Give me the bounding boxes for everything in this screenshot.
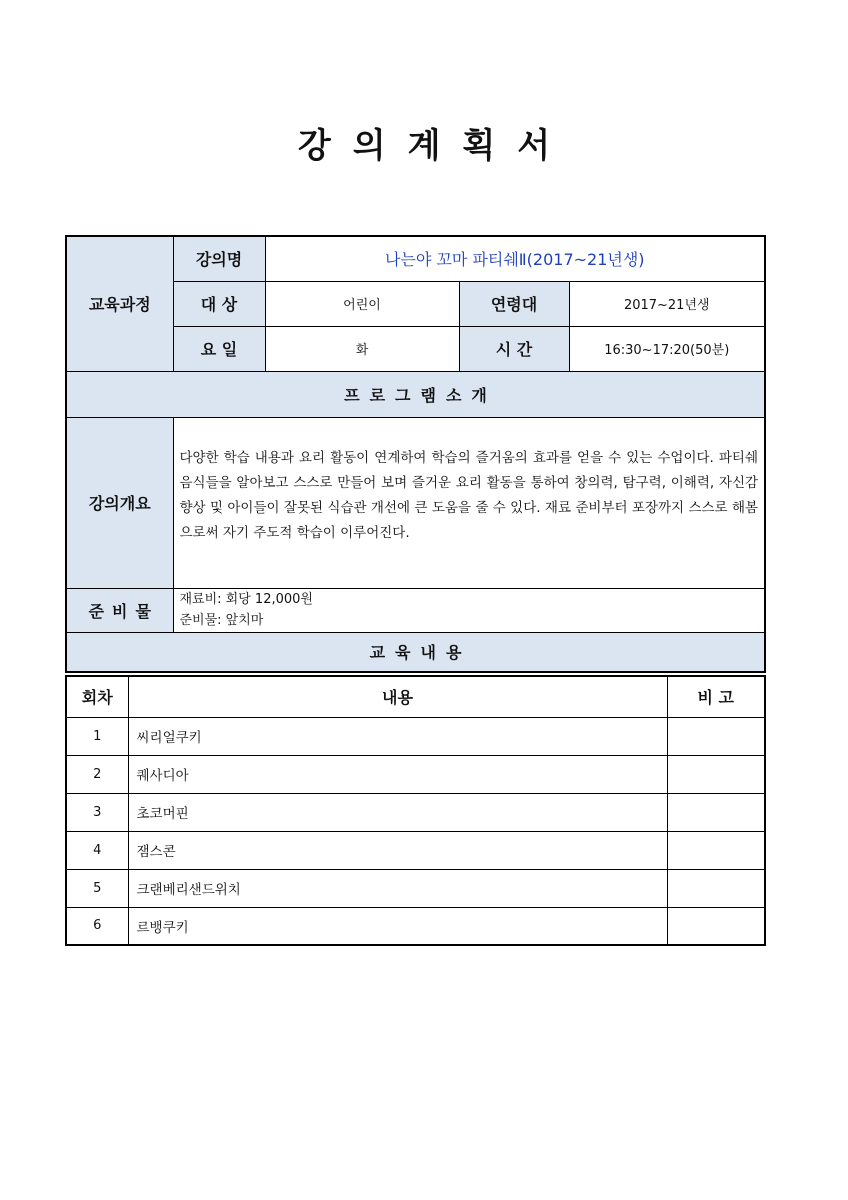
session-content: 크랜베리샌드위치 (128, 869, 667, 907)
note-column-header: 비 고 (667, 676, 765, 717)
day-label: 요 일 (173, 326, 265, 371)
session-note (667, 755, 765, 793)
session-column-header: 회차 (66, 676, 128, 717)
session-content: 초코머핀 (128, 793, 667, 831)
curriculum-header: 교육내용 (66, 632, 765, 672)
course-info-table (65, 235, 766, 673)
session-number: 4 (66, 831, 128, 869)
target-value: 어린이 (265, 281, 459, 326)
table-row (66, 717, 765, 755)
time-label: 시 간 (459, 326, 569, 371)
document-title: 강의계획서 (297, 126, 573, 166)
time-value: 16:30~17:20(50분) (569, 326, 765, 371)
table-row (66, 755, 765, 793)
session-note (667, 869, 765, 907)
course-section-label: 교육과정 (66, 236, 173, 371)
session-number: 2 (66, 755, 128, 793)
table-row (66, 907, 765, 945)
session-note (667, 831, 765, 869)
session-number: 1 (66, 717, 128, 755)
prep-cell (173, 588, 765, 632)
prep-label: 준비물 (66, 588, 173, 632)
curriculum-header-row (66, 676, 765, 717)
session-content: 르뱅쿠키 (128, 907, 667, 945)
table-row (66, 793, 765, 831)
session-number: 3 (66, 793, 128, 831)
course-name-label: 강의명 (173, 236, 265, 281)
prep-fee: 재료비: 회당 12,000원 (179, 591, 313, 607)
curriculum-table (65, 675, 766, 946)
session-content: 퀘사디아 (128, 755, 667, 793)
overview-label: 강의개요 (66, 417, 173, 588)
age-label: 연령대 (459, 281, 569, 326)
course-name-value: 나는야 꼬마 파티쉐Ⅱ(2017~21년생) (265, 236, 765, 281)
overview-text: 다양한 학습 내용과 요리 활동이 연계하여 학습의 즐거움의 효과를 얻을 수 있는 수업이다. 파티쉐 음식들을 알아보고 스스로 만들어 보며 즐거운 요리 활동을 통하여 창의력, 탐구력, 이해력, 자신감 향상 및 아이들이 잘못된 식습관 개선에 큰 도움을 줄 수 있다. 재료 준비부터 포장까지 스스로 해봄으로써 자기 주도적 학습이 이루어진다. (173, 417, 765, 588)
table-row (66, 831, 765, 869)
day-value: 화 (265, 326, 459, 371)
session-number: 6 (66, 907, 128, 945)
content-column-header: 내용 (128, 676, 667, 717)
target-label: 대 상 (173, 281, 265, 326)
prep-items: 준비물: 앞치마 (179, 612, 264, 628)
session-note (667, 907, 765, 945)
session-note (667, 793, 765, 831)
session-content: 잼스콘 (128, 831, 667, 869)
session-content: 씨리얼쿠키 (128, 717, 667, 755)
session-note (667, 717, 765, 755)
session-number: 5 (66, 869, 128, 907)
program-header: 프로그램소개 (66, 371, 765, 417)
table-row (66, 869, 765, 907)
age-value: 2017~21년생 (569, 281, 765, 326)
